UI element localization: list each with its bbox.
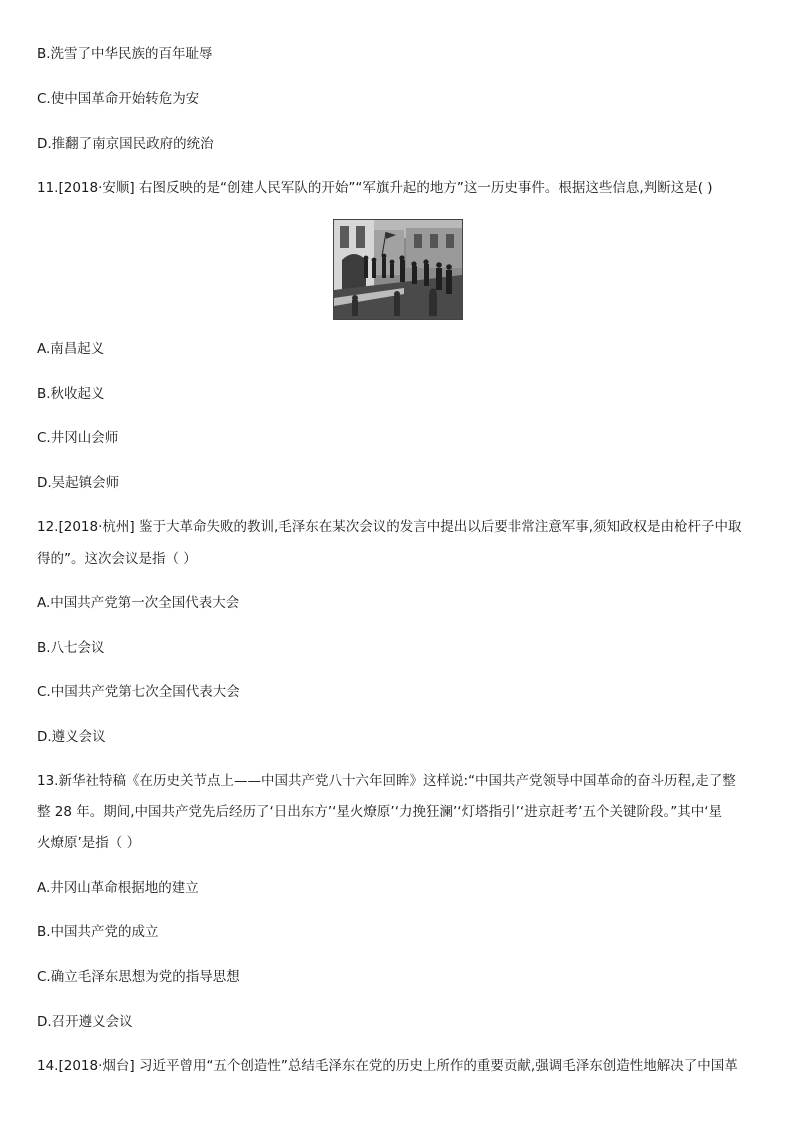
q13-option-a: A.井冈山革命根据地的建立 — [37, 880, 199, 896]
q13-option-c: C.确立毛泽东思想为党的指导思想 — [37, 969, 240, 985]
q12-stem-line2: 得的”。这次会议是指（ ） — [37, 551, 197, 567]
q13-option-b: B.中国共产党的成立 — [37, 924, 159, 940]
q12-option-c: C.中国共产党第七次全国代表大会 — [37, 684, 240, 700]
q13-stem-line1: 13.新华社特稿《在历史关节点上——中国共产党八十六年回眸》这样说:“中国共产党领导中国革命的奋斗历程,走了整 — [37, 773, 736, 789]
q13-stem-line2: 整 28 年。期间,中国共产党先后经历了‘日出东方’‘星火燎原’‘力挽狂澜’‘灯塔指引’‘进京赶考’五个关键阶段。”其中‘星 — [37, 804, 722, 820]
q13-option-d: D.召开遵义会议 — [37, 1014, 133, 1030]
q12-option-b: B.八七会议 — [37, 640, 105, 656]
q14-stem-line1: 14.[2018·烟台] 习近平曾用“五个创造性”总结毛泽东在党的历史上所作的重要贡献,强调毛泽东创造性地解决了中国革 — [37, 1058, 738, 1074]
q13-stem-line3: 火燎原’是指（ ） — [37, 835, 141, 851]
q10-option-d: D.推翻了南京国民政府的统治 — [37, 136, 214, 152]
q12-stem-line1: 12.[2018·杭州] 鉴于大革命失败的教训,毛泽东在某次会议的发言中提出以后要非常注意军事,须知政权是由枪杆子中取 — [37, 519, 742, 535]
q11-option-c: C.井冈山会师 — [37, 430, 119, 446]
q11-option-a: A.南昌起义 — [37, 341, 105, 357]
q10-option-c: C.使中国革命开始转危为安 — [37, 91, 200, 107]
q12-option-a: A.中国共产党第一次全国代表大会 — [37, 595, 240, 611]
q11-stem: 11.[2018·安顺] 右图反映的是“创建人民军队的开始”“军旗升起的地方”这一历史事件。根据这些信息,判断这是( ) — [37, 180, 713, 196]
q10-option-b: B.洗雪了中华民族的百年耻辱 — [37, 46, 213, 62]
q12-option-d: D.遵义会议 — [37, 729, 106, 745]
q11-option-b: B.秋收起义 — [37, 386, 105, 402]
historical-photo — [333, 219, 463, 320]
q11-option-d: D.吴起镇会师 — [37, 475, 120, 491]
